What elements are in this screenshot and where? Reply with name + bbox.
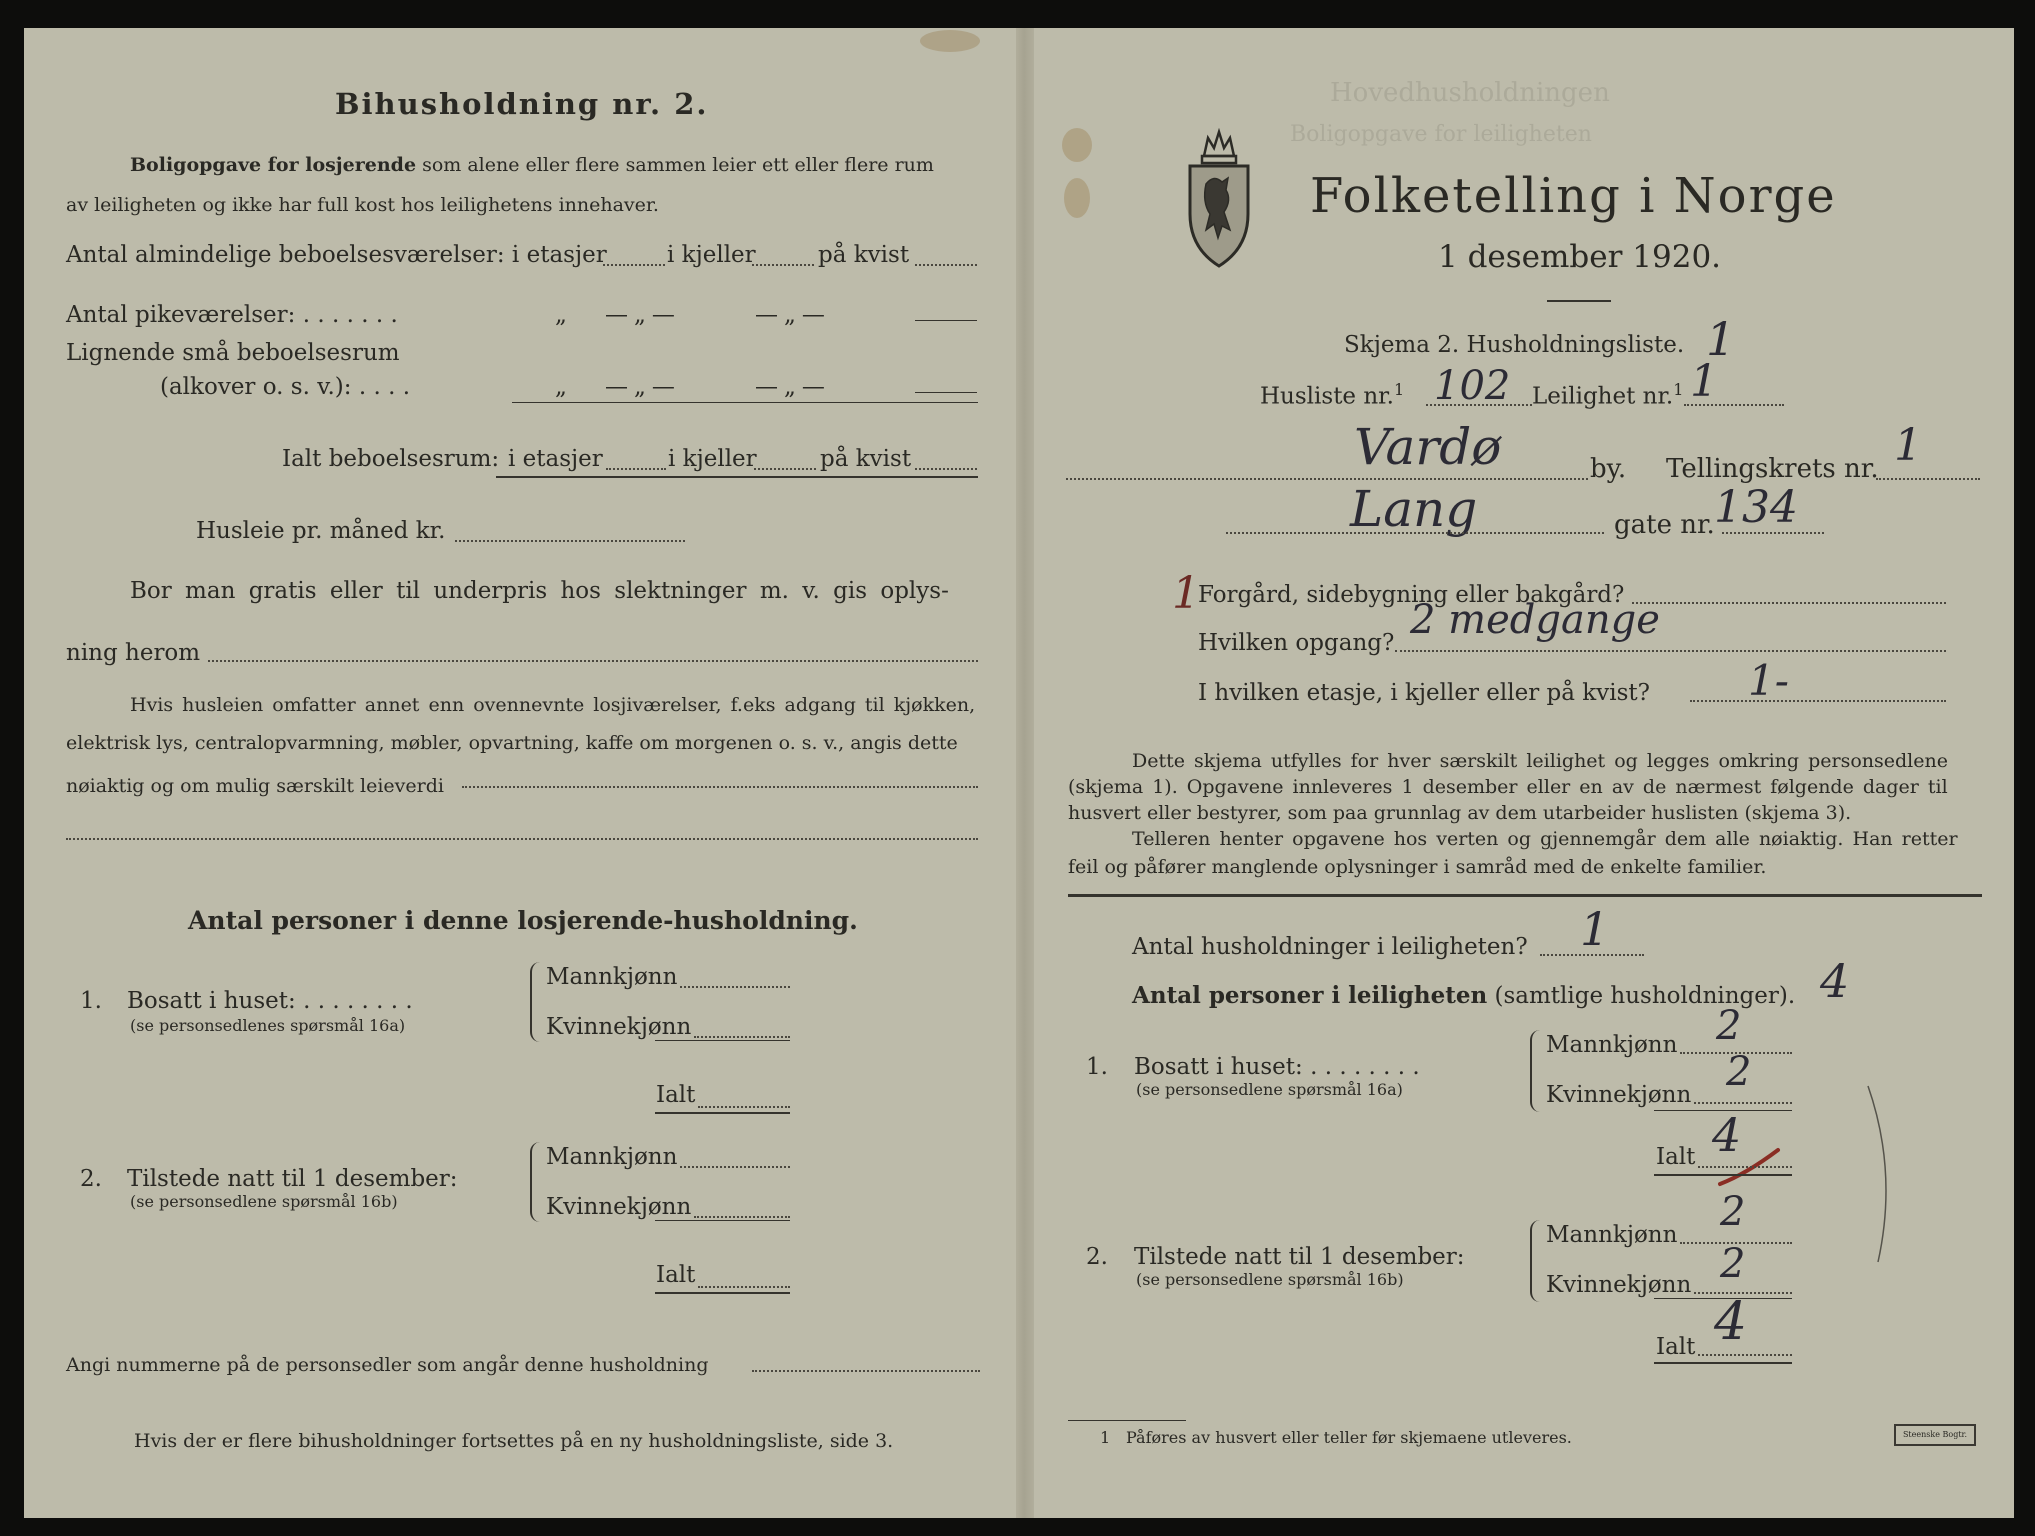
ialt-bebo-label: Ialt beboelsesrum:	[282, 446, 500, 472]
sum-line	[512, 402, 978, 403]
dette-text-1: Dette skjema utfylles for hver særskilt leilighet og legges omkring personsedlene	[1132, 750, 1948, 772]
husliste-label	[1260, 382, 1404, 409]
kvinnekjonn-label: Kvinnekjønn	[1546, 1272, 1692, 1298]
page-fold	[1016, 28, 1034, 1518]
bosatt-sub: (se personsedlene spørsmål 16a)	[1136, 1080, 1403, 1099]
sum-line	[1654, 1362, 1792, 1364]
ialt-label: Ialt	[656, 1082, 696, 1108]
lignende-label-2: (alkover o. s. v.): . . . .	[160, 374, 411, 400]
pencil-stroke	[1858, 1082, 1898, 1272]
hvis-text-3: nøiaktig og om mulig særskilt leieverdi	[66, 775, 444, 797]
intro-bold: Boligopgave for losjerende	[130, 154, 417, 176]
paa-kvist-label: på kvist	[820, 446, 912, 472]
stain	[1064, 178, 1090, 218]
sum-line	[655, 1292, 790, 1294]
fill-line	[606, 468, 666, 470]
intro-line-1	[130, 156, 934, 175]
tilstede-label: Tilstede natt til 1 desember:	[127, 1166, 458, 1192]
by-label: by.	[1590, 454, 1627, 484]
fill-line	[1226, 532, 1604, 534]
fill-line	[1698, 1166, 1792, 1168]
census-date: 1 desember 1920.	[1438, 239, 1722, 275]
ialt-label: Ialt	[1656, 1144, 1696, 1170]
mannkjonn-label: Mannkjønn	[546, 964, 678, 990]
husliste-text: Husliste nr.	[1260, 383, 1394, 410]
hvis-text-2: elektrisk lys, centralopvarmning, møbler, opvartning, kaffe om morgenen o. s. v., angis dette	[66, 732, 958, 754]
i-etasjer-label: i etasjer	[508, 446, 603, 472]
hw-husliste-nr: 102	[1434, 363, 1511, 409]
paa-kvist-label: på kvist	[818, 242, 910, 268]
fill-line	[752, 264, 814, 266]
sum-line	[655, 1220, 790, 1221]
hw-etasje: 1-	[1748, 656, 1789, 705]
dette-text-4: Telleren henter opgavene hos verten og gjennemgår dem alle nøiaktig. Han retter	[1132, 828, 1958, 850]
fill-line	[1066, 478, 1588, 480]
fill-line	[1632, 602, 1946, 604]
left-title: Bihusholdning nr. 2.	[335, 87, 709, 121]
fill-line	[1694, 1102, 1792, 1104]
fill-line	[1395, 650, 1946, 652]
antal-alm-label: Antal almindelige beboelsesværelser: i etasjer	[66, 242, 607, 268]
i-kjeller-label: i kjeller	[667, 242, 756, 268]
stain	[1062, 128, 1092, 162]
ditto-dash: —„—	[755, 374, 831, 400]
fill-line	[680, 986, 790, 988]
brace	[530, 1142, 542, 1222]
tilstede-sub: (se personsedlene spørsmål 16b)	[1136, 1270, 1404, 1289]
fill-line	[1876, 478, 1980, 480]
opgang-label: Hvilken opgang?	[1198, 630, 1395, 656]
bosatt-num: 1.	[80, 988, 102, 1014]
bosatt-label: Bosatt i huset: . . . . . . . .	[127, 988, 413, 1014]
fill-line	[698, 1106, 790, 1108]
sum-line	[496, 476, 978, 478]
tilstede-sub: (se personsedlene spørsmål 16b)	[130, 1192, 398, 1211]
fill-line	[754, 468, 816, 470]
hw-forgaard-mark: 1	[1172, 568, 1200, 619]
title-rule	[1547, 300, 1611, 302]
kvinnekjonn-label: Kvinnekjønn	[1546, 1082, 1692, 1108]
forgaard-label: Forgård, sidebygning eller bakgård?	[1198, 582, 1625, 608]
mannkjonn-label: Mannkjønn	[1546, 1032, 1678, 1058]
fill-line	[698, 1286, 790, 1288]
fill-line	[1690, 700, 1946, 702]
footnote-num: 1	[1100, 1428, 1111, 1447]
fill-line	[915, 392, 977, 393]
fill-line	[1698, 1354, 1792, 1356]
fill-line	[603, 264, 665, 266]
fill-line	[752, 1370, 980, 1372]
fill-line	[66, 838, 978, 840]
angi-text: Angi nummerne på de personsedler som angår denne husholdning	[66, 1354, 709, 1376]
antal-pers-label	[1132, 984, 1795, 1008]
bosatt-label: Bosatt i huset: . . . . . . . .	[1134, 1054, 1420, 1080]
dette-text-5: feil og påfører manglende oplysninger i samråd med de enkelte familier.	[1068, 856, 1767, 878]
brace	[1530, 1030, 1542, 1112]
antal-hush-label: Antal husholdninger i leiligheten?	[1132, 934, 1528, 960]
stain	[920, 30, 980, 52]
hw-bosatt-mann: 2	[1716, 1003, 1742, 1049]
fill-line	[462, 786, 978, 788]
leilighet-label	[1532, 382, 1683, 409]
pikevaerelser-label: Antal pikeværelser: . . . . . . .	[66, 302, 398, 328]
fill-line	[1540, 954, 1644, 956]
antal-personer-heading: Antal personer i denne losjerende-husholdning.	[188, 906, 858, 935]
hw-antal-pers: 4	[1820, 954, 1850, 1008]
skjema-label: Skjema 2. Husholdningsliste.	[1344, 332, 1685, 358]
ialt-label: Ialt	[1656, 1334, 1696, 1360]
hw-opgang: 2 medgange	[1410, 597, 1660, 643]
hw-by-name: Vardø	[1354, 418, 1502, 476]
ditto-dash: —„—	[755, 302, 831, 328]
right-title: Folketelling i Norge	[1310, 168, 1837, 224]
footnote-text: Påføres av husvert eller teller før skjemaene utleveres.	[1126, 1428, 1572, 1447]
fill-line	[915, 468, 977, 470]
printer-stamp-text: Steenske Bogtr.	[1902, 1430, 1968, 1439]
show-through-text: Boligopgave for leiligheten	[1290, 122, 1592, 147]
ditto-dash: —„—	[605, 374, 681, 400]
hw-gate-name: Lang	[1350, 480, 1478, 538]
fill-line	[208, 660, 978, 662]
fill-line	[680, 1166, 790, 1168]
ialt-label: Ialt	[656, 1262, 696, 1288]
hw-tilstede-kvinne: 2	[1720, 1241, 1746, 1287]
i-kjeller-label: i kjeller	[668, 446, 757, 472]
show-through-text: Hovedhusholdningen	[1330, 78, 1610, 108]
leilighet-text: Leilighet nr.	[1532, 383, 1674, 410]
footnote-ref: 1	[1393, 380, 1405, 399]
fill-line	[694, 1036, 790, 1038]
tilstede-label: Tilstede natt til 1 desember:	[1134, 1244, 1465, 1270]
antal-pers-rest: (samtlige husholdninger).	[1494, 983, 1796, 1009]
fill-line	[915, 264, 977, 266]
printer-stamp	[1894, 1424, 1976, 1446]
fill-line	[1426, 404, 1532, 406]
dette-text-2: (skjema 1). Opgavene innleveres 1 desember eller en av de nærmest følgende dager til	[1068, 776, 1948, 798]
lignende-label-1: Lignende små beboelsesrum	[66, 340, 400, 366]
left-footer: Hvis der er flere bihusholdninger fortsettes på en ny husholdningsliste, side 3.	[134, 1430, 894, 1452]
intro-line-2: av leiligheten og ikke har full kost hos leilighetens innehaver.	[66, 194, 659, 216]
hvis-text-1: Hvis husleien omfatter annet enn ovennevnte losjiværelser, f.eks adgang til kjøkken,	[130, 694, 976, 716]
hw-tilstede-ialt: 4	[1714, 1292, 1748, 1352]
norway-coat-of-arms-icon	[1186, 126, 1252, 272]
ning-herom-label: ning herom	[66, 640, 201, 666]
sum-line	[1654, 1174, 1792, 1176]
section-rule	[1068, 894, 1982, 897]
footnote-rule	[1068, 1420, 1186, 1421]
fill-line	[915, 320, 977, 321]
gate-label: gate nr.	[1614, 510, 1715, 540]
hw-tellingskrets-nr: 1	[1894, 420, 1922, 471]
kvinnekjonn-label: Kvinnekjønn	[546, 1014, 692, 1040]
mannkjonn-label: Mannkjønn	[1546, 1222, 1678, 1248]
footnote-ref: 1	[1673, 380, 1684, 399]
fill-line	[694, 1216, 790, 1218]
husleie-label: Husleie pr. måned kr.	[196, 518, 446, 544]
antal-pers-bold: Antal personer i leiligheten	[1132, 982, 1488, 1009]
brace	[530, 962, 542, 1042]
dette-text-3: husvert eller bestyrer, som paa grunnlag av dem utarbeider huslisten (skjema 3).	[1068, 802, 1852, 824]
husleie-line	[455, 540, 685, 542]
hw-tilstede-mann: 2	[1720, 1189, 1746, 1235]
tellingskrets-label: Tellingskrets nr.	[1666, 454, 1879, 484]
hw-skjema-1: 1	[1706, 312, 1736, 366]
ditto-mark: „	[555, 374, 567, 400]
sum-line	[655, 1040, 790, 1041]
kvinnekjonn-label: Kvinnekjønn	[546, 1194, 692, 1220]
brace	[1530, 1220, 1542, 1302]
hw-bosatt-ialt: 4	[1712, 1108, 1742, 1162]
etasje-label: I hvilken etasje, i kjeller eller på kvist?	[1198, 680, 1650, 706]
tilstede-num: 2.	[80, 1166, 102, 1192]
bosatt-sub: (se personsedlenes spørsmål 16a)	[130, 1016, 406, 1035]
mannkjonn-label: Mannkjønn	[546, 1144, 678, 1170]
bor-man-text: Bor man gratis eller til underpris hos slektninger m. v. gis oplys-	[130, 578, 949, 604]
ditto-mark: „	[555, 302, 567, 328]
hw-bosatt-kvinne: 2	[1726, 1049, 1752, 1095]
hw-leilighet-nr: 1	[1690, 356, 1718, 407]
fill-line	[1722, 532, 1824, 534]
hw-antal-hush: 1	[1580, 902, 1610, 956]
bosatt-num: 1.	[1086, 1054, 1108, 1080]
tilstede-num: 2.	[1086, 1244, 1108, 1270]
ditto-dash: —„—	[605, 302, 681, 328]
hw-gate-nr: 134	[1714, 482, 1798, 533]
sum-line	[655, 1112, 790, 1114]
fill-line	[1684, 404, 1784, 406]
intro-rest: som alene eller flere sammen leier ett eller flere rum	[422, 154, 934, 176]
